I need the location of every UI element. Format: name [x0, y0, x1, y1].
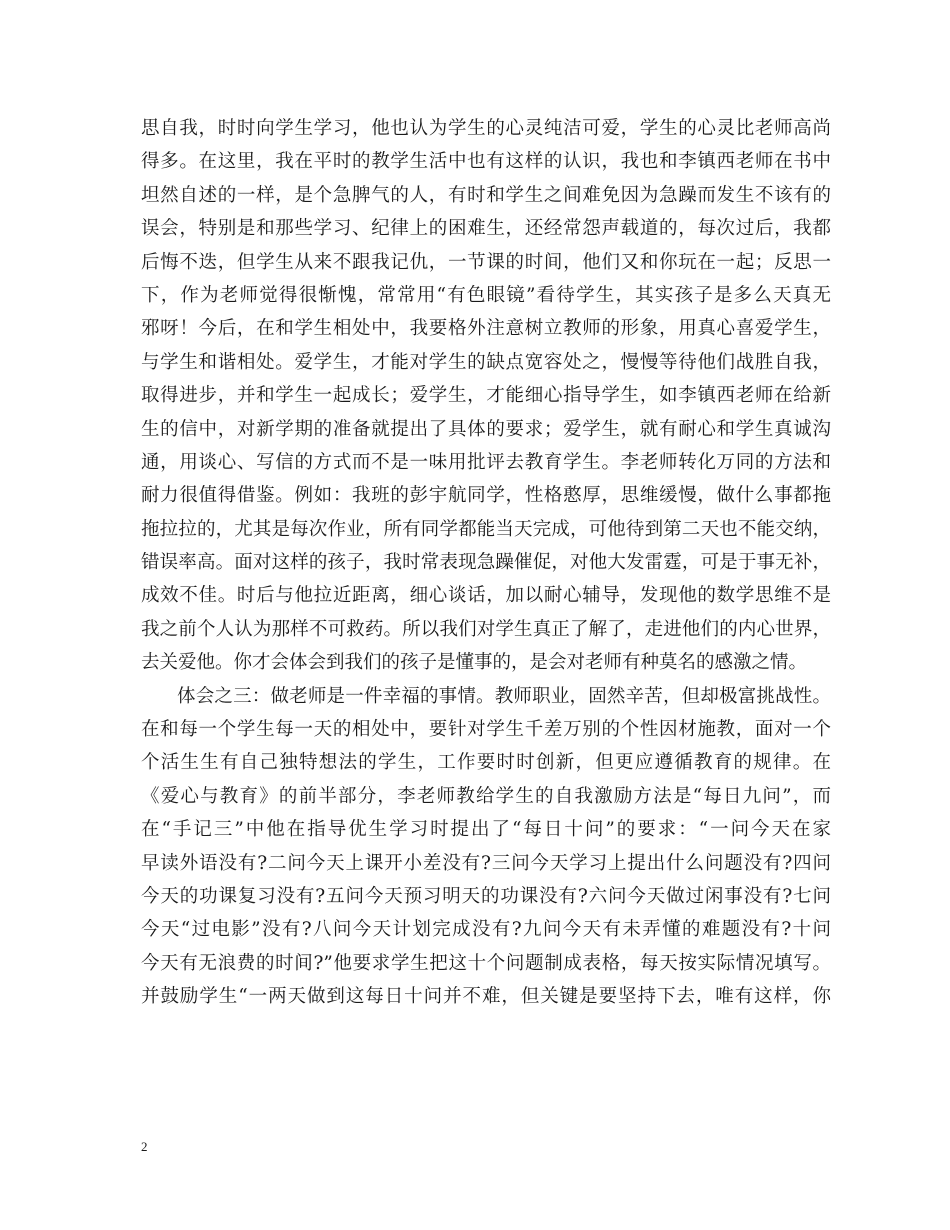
- text-line: 个活生生有自己独特想法的学生，工作要时时创新，但更应遵循教育的规律。在: [141, 752, 831, 774]
- page-number: 2: [141, 1139, 148, 1154]
- text-line: 后悔不迭，但学生从来不跟我记仇，一节课的时间，他们又和你玩在一起；反思一: [141, 251, 831, 273]
- text-line: 拖拉拉的，尤其是每次作业，所有同学都能当天完成，可他待到第二天也不能交纳，: [141, 518, 831, 540]
- text-line: 成效不佳。时后与他拉近距离，细心谈话，加以耐心辅导，发现他的数学思维不是: [141, 585, 831, 607]
- text-line: 生的信中，对新学期的准备就提出了具体的要求；爱学生，就有耐心和学生真诚沟: [141, 418, 831, 440]
- paragraph-end-line: 去关爱他。你才会体会到我们的孩子是懂事的，是会对老师有种莫名的感激之情。: [141, 652, 808, 674]
- text-line: 邪呀！今后，在和学生相处中，我要格外注意树立教师的形象，用真心喜爱学生，: [141, 318, 831, 340]
- text-line: 错误率高。面对这样的孩子，我时常表现急躁催促，对他大发雷霆，可是于事无补，: [141, 552, 831, 574]
- paragraph-start-line: 体会之三：做老师是一件幸福的事情。教师职业，固然辛苦，但却极富挑战性。: [177, 685, 831, 707]
- text-line: 早读外语没有?二问今天上课开小差没有?三问今天学习上提出什么问题没有?四问: [141, 852, 831, 874]
- text-line: 今天有无浪费的时间?”他要求学生把这十个问题制成表格，每天按实际情况填写。: [141, 952, 831, 974]
- text-line: 与学生和谐相处。爱学生，才能对学生的缺点宽容处之，慢慢等待他们战胜自我，: [141, 351, 831, 373]
- text-line: 《爱心与教育》的前半部分，李老师教给学生的自我激励方法是“每日九问”，而: [141, 785, 831, 807]
- text-line: 坦然自述的一样，是个急脾气的人，有时和学生之间难免因为急躁而发生不该有的: [141, 184, 831, 206]
- text-line: 并鼓励学生“一两天做到这每日十问并不难，但关键是要坚持下去，唯有这样，你: [141, 986, 831, 1008]
- text-line: 通，用谈心、写信的方式而不是一味用批评去教育学生。李老师转化万同的方法和: [141, 451, 831, 473]
- body-text: [141, 112, 831, 1014]
- text-line: 我之前个人认为那样不可救药。所以我们对学生真正了解了，走进他们的内心世界，: [141, 618, 831, 640]
- text-line: 在“手记三”中他在指导优生学习时提出了“每日十问”的要求：“一问今天在家: [141, 819, 831, 841]
- text-line: 思自我，时时向学生学习，他也认为学生的心灵纯洁可爱，学生的心灵比老师高尚: [141, 118, 831, 139]
- text-line: 在和每一个学生每一天的相处中，要针对学生千差万别的个性因材施教，面对一个: [141, 719, 831, 741]
- text-line: 取得进步，并和学生一起成长；爱学生，才能细心指导学生，如李镇西老师在给新: [141, 385, 831, 407]
- text-line: 下，作为老师觉得很惭愧，常常用“有色眼镜”看待学生，其实孩子是多么天真无: [141, 284, 831, 306]
- text-line: 今天的功课复习没有?五问今天预习明天的功课没有?六问今天做过闲事没有?七问: [141, 885, 831, 907]
- text-line: 得多。在这里，我在平时的教学生活中也有这样的认识，我也和李镇西老师在书中: [141, 151, 831, 173]
- text-line: 耐力很值得借鉴。例如：我班的彭宇航同学，性格憨厚，思维缓慢，做什么事都拖: [141, 485, 831, 507]
- text-line: 今天“过电影”没有?八问今天计划完成没有?九问今天有未弄懂的难题没有?十问: [141, 919, 831, 941]
- text-line: 误会，特别是和那些学习、纪律上的困难生，还经常怨声载道的，每次过后，我都: [141, 218, 831, 240]
